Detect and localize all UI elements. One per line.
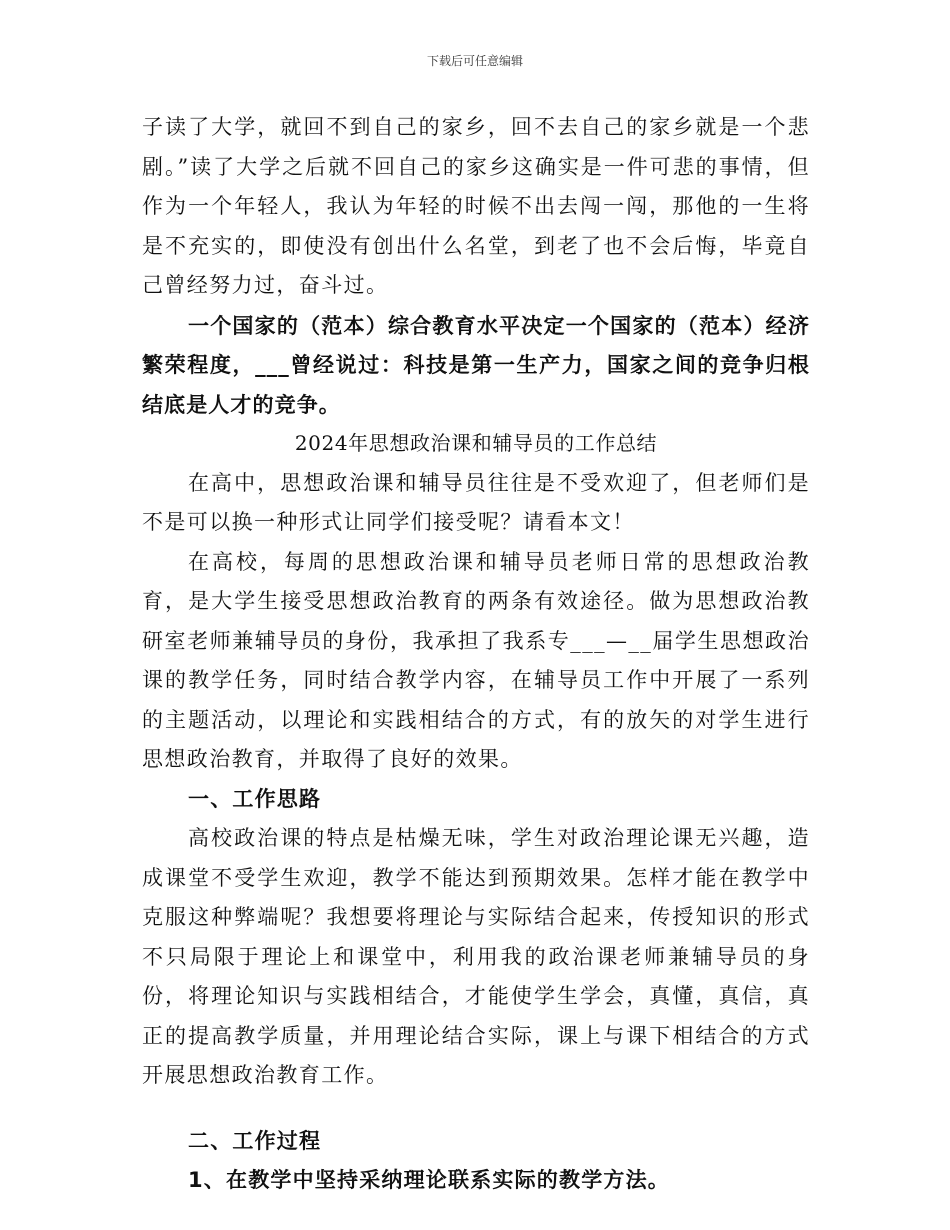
section-heading-work-idea: 一、工作思路 (188, 786, 322, 811)
paragraph-continuation: 子读了大学，就回不到自己的家乡，回不去自己的家乡就是一个悲剧。”读了大学之后就不回自己的家乡这确实是一件可悲的事情，但作为一个年轻人，我认为年轻的时候不出去闯一闯，那他的一生将是不充实的，即使没有创出什么名堂，到老了也不会后悔，毕竟自己曾经努力过，奋斗过。 (142, 115, 810, 297)
document-title: 2024年思想政治课和辅导员的工作总结 (294, 431, 658, 455)
subsection-heading-teaching-method: 1、在教学中坚持采纳理论联系实际的教学方法。 (188, 1168, 671, 1192)
section-heading-work-process: 二、工作过程 (188, 1128, 322, 1153)
paragraph-bold-education: 一个国家的（范本）综合教育水平决定一个国家的（范本）经济繁荣程度，___曾经说过：科技是第一生产力，国家之间的竞争归根结底是人才的竞争。 (142, 312, 810, 417)
page-header: 下载后可任意编辑 (426, 54, 523, 68)
document-body (142, 108, 810, 1201)
paragraph-intro: 在高中，思想政治课和辅导员往往是不受欢迎了，但老师们是不是可以换一种形式让同学们接受呢？请看本文！ (142, 470, 810, 534)
paragraph-background: 在高校，每周的思想政治课和辅导员老师日常的思想政治教育，是大学生接受思想政治教育的两条有效途径。做为思想政治教研室老师兼辅导员的身份，我承担了我系专___—__届学生思想政治课的教学任务，同时结合教学内容，在辅导员工作中开展了一系列的主题活动，以理论和实践相结合的方式，有的放矢的对学生进行思想政治教育，并取得了良好的效果。 (142, 549, 810, 771)
paragraph-work-idea: 高校政治课的特点是枯燥无味，学生对政治理论课无兴趣，造成课堂不受学生欢迎，教学不能达到预期效果。怎样才能在教学中克服这种弊端呢？我想要将理论与实际结合起来，传授知识的形式不只局限于理论上和课堂中，利用我的政治课老师兼辅导员的身份，将理论知识与实践相结合，才能使学生学会，真懂，真信，真正的提高教学质量，并用理论结合实际，课上与课下相结合的方式开展思想政治教育工作。 (142, 826, 810, 1087)
